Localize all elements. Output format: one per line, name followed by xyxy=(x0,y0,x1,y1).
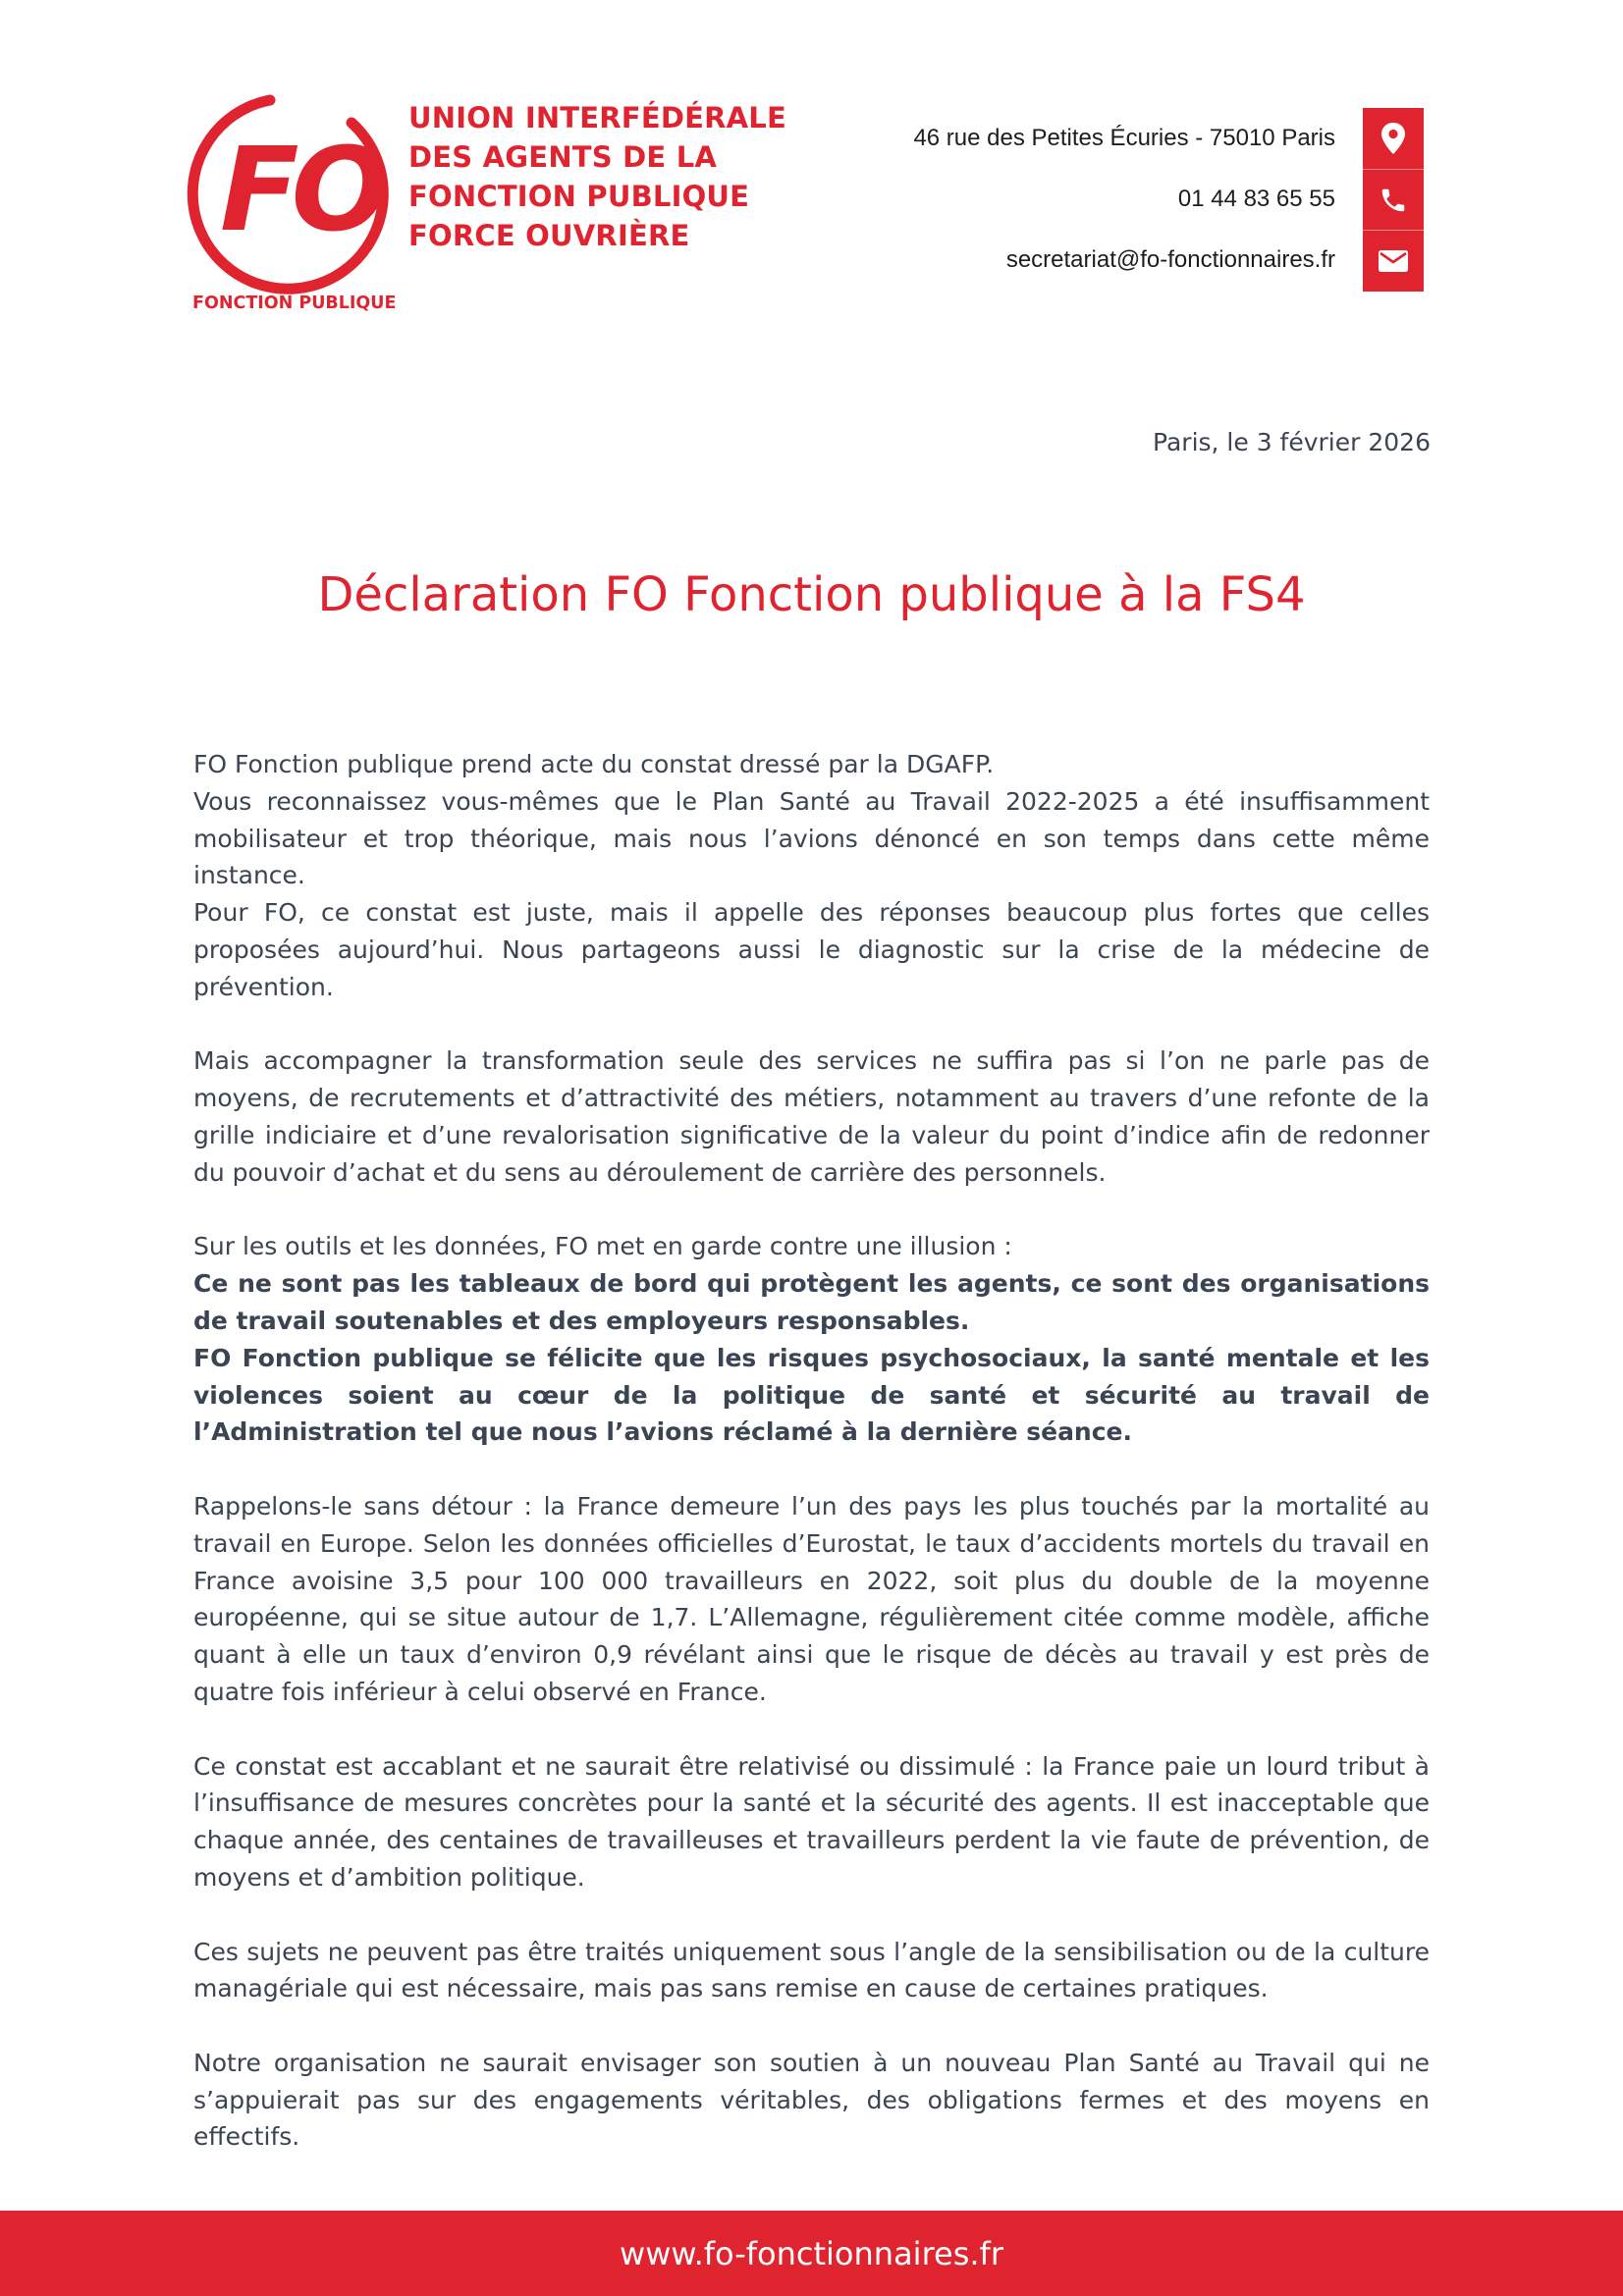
org-name-line: DES AGENTS DE LA xyxy=(408,140,718,174)
paragraph xyxy=(193,1228,1430,1451)
page-title: Déclaration FO Fonction publique à la FS4 xyxy=(317,567,1306,622)
contact-address xyxy=(736,108,1424,169)
bold-statement: FO Fonction publique se félicite que les risques psychosociaux, la santé mentale et les violences soient au cœur de la politique de santé et sécurité au travail de l’Administration tel que nous l’avions réclamé à la dernière séance. xyxy=(193,1343,1430,1447)
mail-icon xyxy=(1363,230,1424,292)
paragraph-line: Vous reconnaissez vous-mêmes que le Plan Santé au Travail 2022-2025 a été insuffisamment mobilisateur et trop théorique, mais nous l’avions dénoncé en son temps dans cette même instance. xyxy=(193,786,1430,890)
svg-text:FO: FO xyxy=(220,122,382,257)
declaration-body xyxy=(193,746,1430,2193)
contact-email xyxy=(736,230,1424,291)
paragraph: Ces sujets ne peuvent pas être traités uniquement sous l’angle de la sensibilisation ou de la culture managériale qui est nécessaire, mais pas sans remise en cause de certaines pratiques. xyxy=(193,1937,1430,2003)
document-date: Paris, le 3 février 2026 xyxy=(1153,428,1431,456)
email-text: secretariat@fo-fonctionnaires.fr xyxy=(1005,246,1335,273)
phone-text: 01 44 83 65 55 xyxy=(1177,186,1335,212)
address-text: 46 rue des Petites Écuries - 75010 Paris xyxy=(913,125,1335,151)
paragraph-line: Sur les outils et les données, FO met en garde contre une illusion : xyxy=(193,1232,1012,1261)
org-name-line: FORCE OUVRIÈRE xyxy=(408,219,690,252)
contact-phone xyxy=(736,169,1424,230)
paragraph xyxy=(193,746,1430,1006)
svg-text:FONCTION PUBLIQUE: FONCTION PUBLIQUE xyxy=(192,294,397,313)
org-name-line: FONCTION PUBLIQUE xyxy=(408,180,750,213)
paragraph-line: Pour FO, ce constat est juste, mais il appelle des réponses beaucoup plus fortes que celles proposées aujourd’hui. Nous partageons aussi le diagnostic sur la crise de la médecine de prévention. xyxy=(193,898,1430,1001)
website-link[interactable]: www.fo-fonctionnaires.fr xyxy=(620,2234,1003,2272)
location-pin-icon xyxy=(1363,108,1424,169)
footer-bar xyxy=(0,2211,1623,2296)
phone-icon xyxy=(1363,169,1424,231)
paragraph: Ce constat est accablant et ne saurait être relativisé ou dissimulé : la France paie un lourd tribut à l’insuffisance de mesures concrètes pour la santé et la sécurité des agents. Il est inacceptable que chaque année, des centaines de travailleuses et travailleurs perdent la vie faute de prévention, de moyens et d’ambition politique. xyxy=(193,1751,1430,1892)
paragraph-line: FO Fonction publique prend acte du constat dressé par la DGAFP. xyxy=(193,750,995,778)
paragraph: Notre organisation ne saurait envisager son soutien à un nouveau Plan Santé au Travail qui ne s’appuierait pas sur des engagements véritables, des obligations fermes et des moyens en effectifs. xyxy=(193,2048,1430,2152)
contact-block xyxy=(736,108,1424,291)
paragraph: Mais accompagner la transformation seule des services ne suffira pas si l’on ne parle pas de moyens, de recrutements et d’attractivité des métiers, notamment au travers d’une refonte de la grille indiciaire et d’une revalorisation significative de la valeur du point d’indice afin de redonner du pouvoir d’achat et du sens au déroulement de carrière des personnels. xyxy=(193,1046,1430,1187)
fo-logo xyxy=(187,82,403,318)
bold-statement: Ce ne sont pas les tableaux de bord qui protègent les agents, ce sont des organisations de travail soutenables et des employeurs responsables. xyxy=(193,1269,1430,1335)
org-name-line: UNION INTERFÉDÉRALE xyxy=(408,101,786,134)
paragraph: Rappelons-le sans détour : la France demeure l’un des pays les plus touchés par la mortalité au travail en Europe. Selon les données officielles d’Eurostat, le taux d’accidents mortels du travail en France avoisine 3,5 pour 100 000 travailleurs en 2022, soit plus du double de la moyenne européenne, qui se situe autour de 1,7. L’Allemagne, régulièrement citée comme modèle, affiche quant à elle un taux d’environ 0,9 révélant ainsi que le risque de décès au travail y est près de quatre fois inférieur à celui observé en France. xyxy=(193,1491,1430,1706)
